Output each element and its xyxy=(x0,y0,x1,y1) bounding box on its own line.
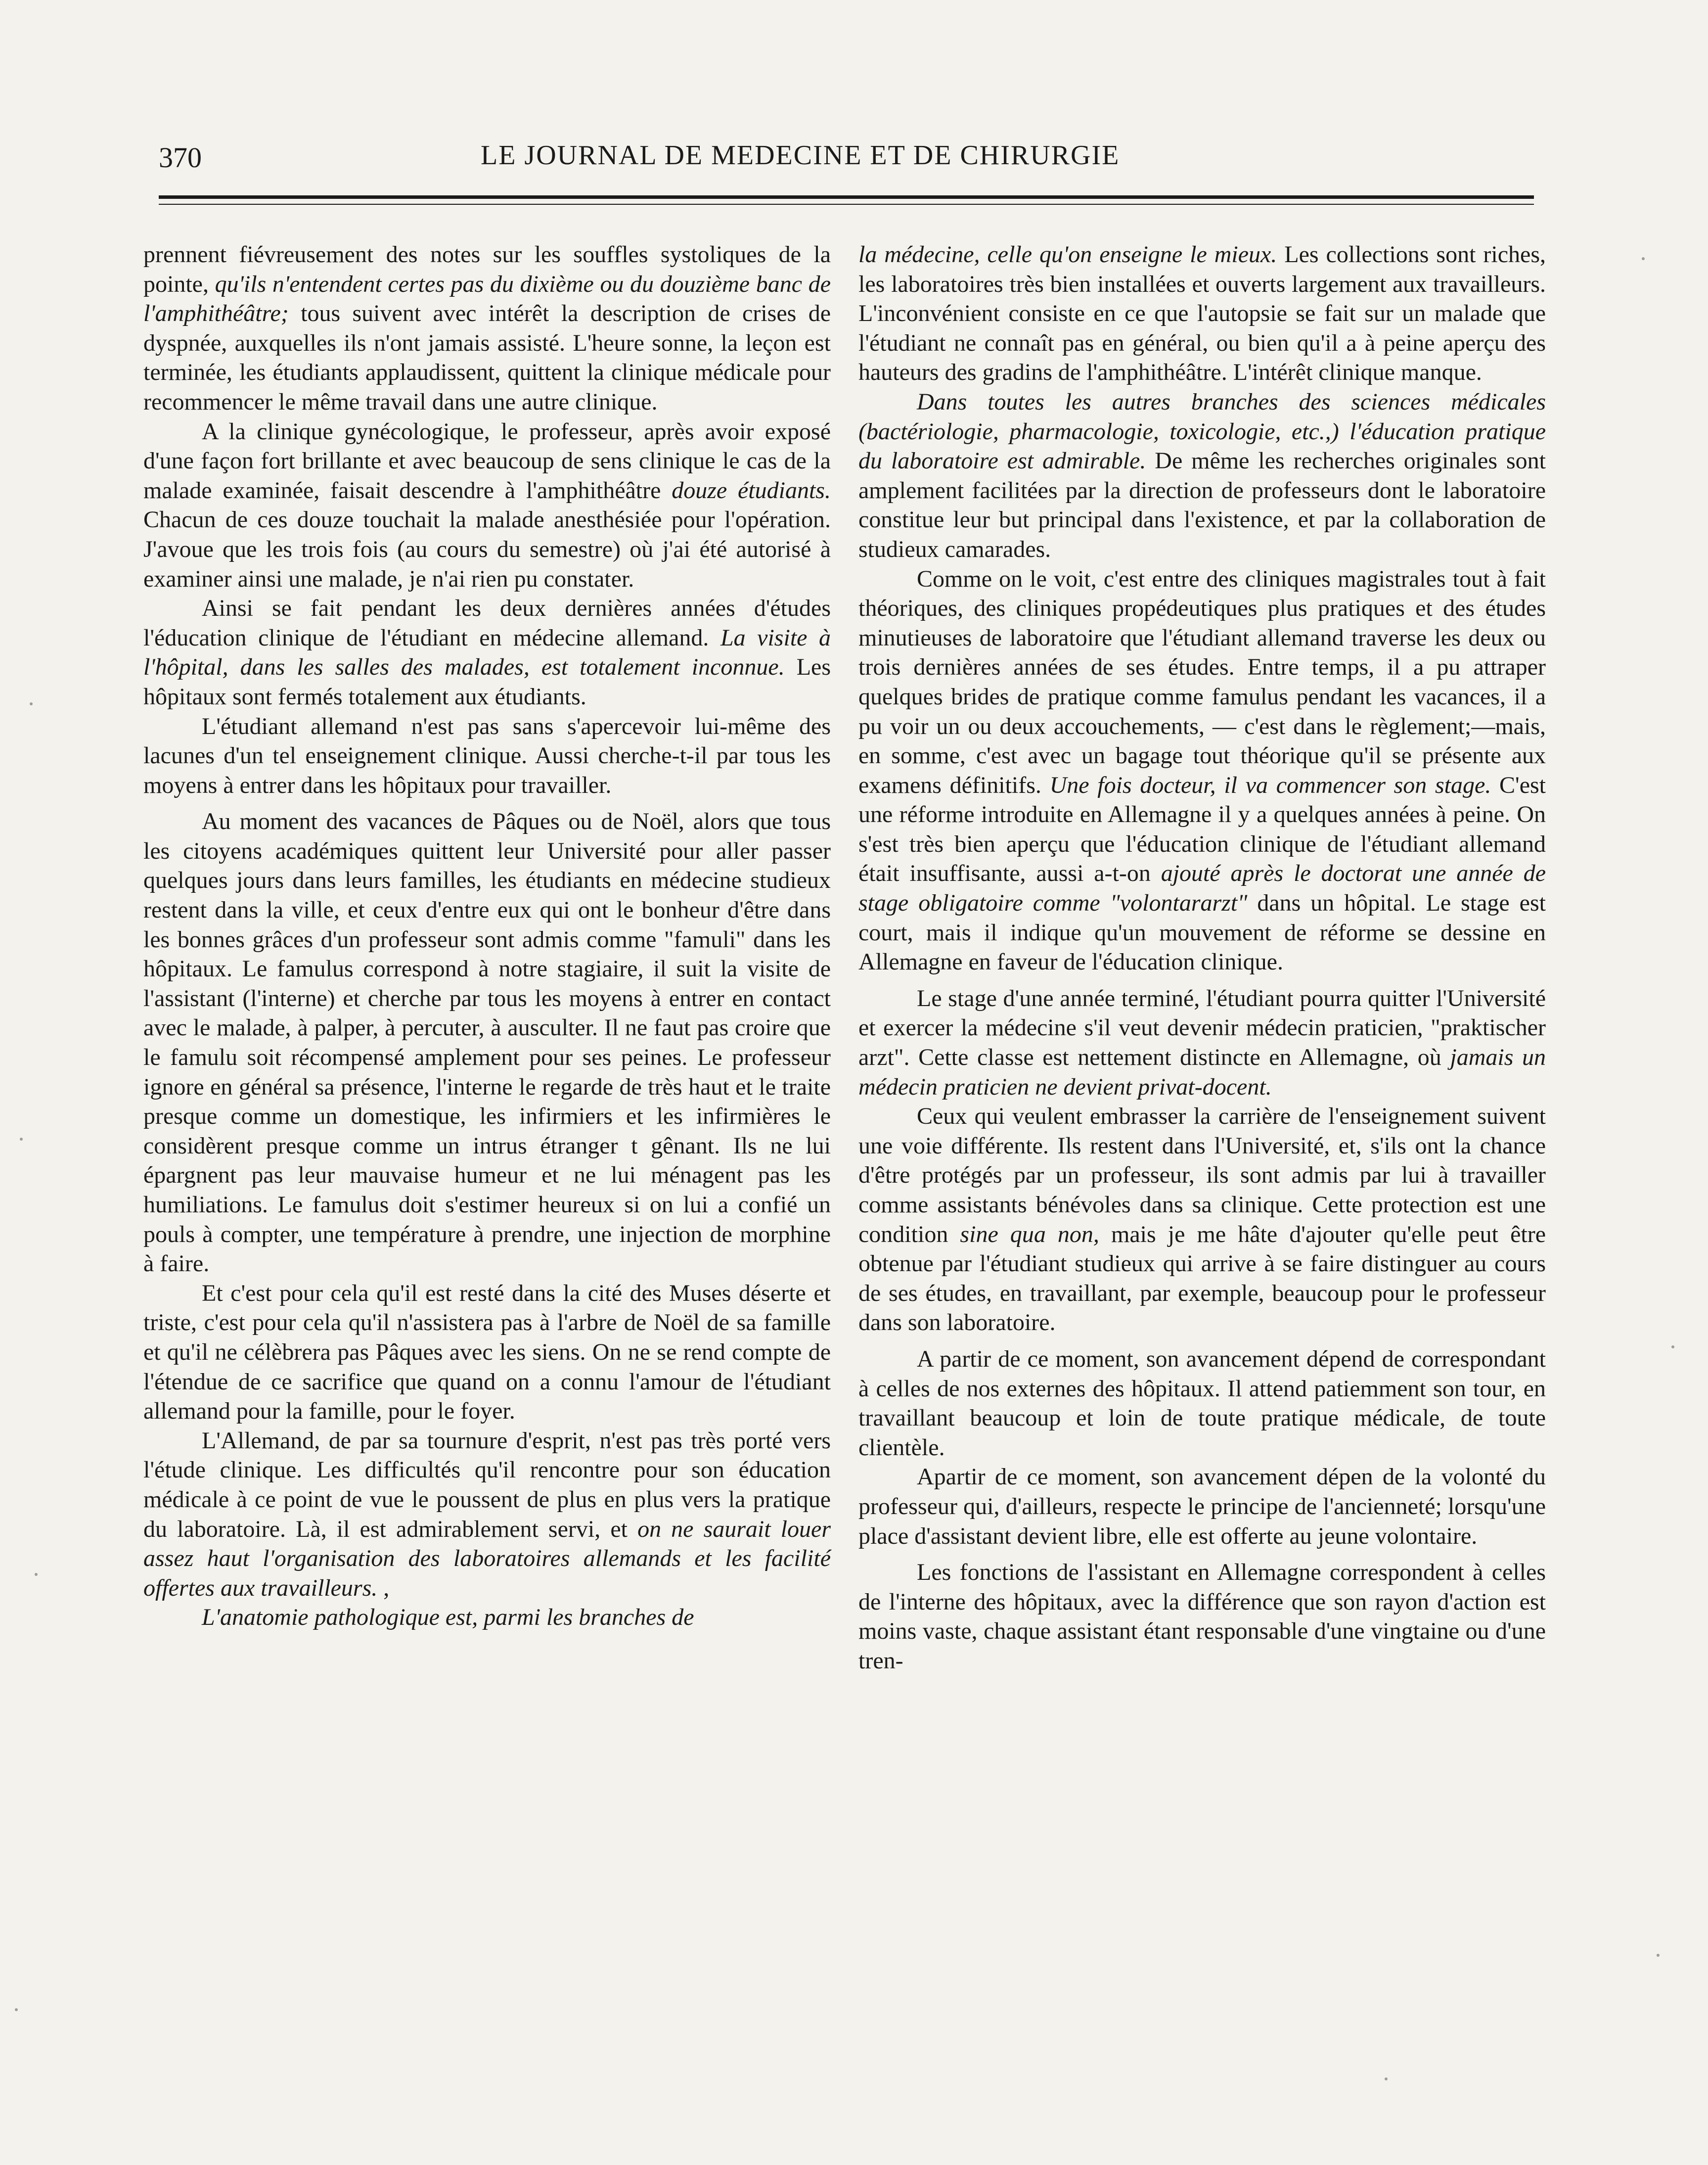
paragraph: Apartir de ce moment, son avancement dépen de la volonté du professeur qui, d'ailleurs, respecte le principe de l'ancienneté; lorsqu'une place d'assistant devient libre, elle est offerte au jeune volontaire. xyxy=(858,1464,1546,1549)
scan-speck xyxy=(20,1138,23,1141)
scan-speck xyxy=(1385,2077,1388,2080)
paragraph: Les fonctions de l'assistant en Allemagne correspondent à celles de l'interne des hôpitaux, avec la différence que son rayon d'action est moins vaste, chaque assistant étant responsable d'une vingtaine ou d'une tren- xyxy=(858,1559,1546,1674)
running-head: LE JOURNAL DE MEDECINE ET DE CHIRURGIE xyxy=(481,140,1120,171)
page-number: 370 xyxy=(159,141,202,174)
scan-speck xyxy=(1671,1345,1674,1348)
scan-speck xyxy=(15,2008,18,2011)
paragraph: Dans toutes les autres branches des sciences médicales (bactériologie, pharmacologie, toxicologie, etc.,) l'éducation pratique du laboratoire est admirable. De même les recherches originales sont amplement facilitées par la direction de professeurs dont le laboratoire constitue leur but principal dans l'existence, et par la collaboration de studieux camarades. xyxy=(858,388,1546,562)
header-rule-thin xyxy=(159,204,1534,205)
paragraph: A la clinique gynécologique, le professeur, après avoir exposé d'une façon fort brillante et avec beaucoup de sens clinique le cas de la malade examinée, faisait descendre à l'amphithéâtre douze étudiants. Chacun de ces douze touchait la malade anesthésiée pour l'opération. J'avoue que les trois fois (au cours du semestre) où j'ai été autorisé à examiner ainsi une malade, je n'ai rien pu constater. xyxy=(143,418,831,592)
scan-speck xyxy=(35,1573,38,1576)
paragraph: L'étudiant allemand n'est pas sans s'apercevoir lui-même des lacunes d'un tel enseignement clinique. Aussi cherche-t-il par tous les moyens à entrer dans les hôpitaux pour travailler. xyxy=(143,713,831,798)
paragraph: Et c'est pour cela qu'il est resté dans la cité des Muses déserte et triste, c'est pour cela qu'il n'assistera pas à l'arbre de Noël de sa famille et qu'il ne célèbrera pas Pâques avec les siens. On ne se rend compte de l'étendue de ce sacrifice que quand on a connu l'amour de l'étudiant allemand pour la famille, pour le foyer. xyxy=(143,1280,831,1425)
scan-speck xyxy=(30,702,33,705)
paragraph: L'Allemand, de par sa tournure d'esprit, n'est pas très porté vers l'étude clinique. Les difficultés qu'il rencontre pour son éducation médicale à ce point de vue le poussent de plus en plus vers la pratique du laboratoire. Là, il est admirablement servi, et on ne saurait louer assez haut l'organisation des laboratoires allemands et les facilité offertes aux travailleurs. , xyxy=(143,1427,831,1601)
paragraph: prennent fiévreusement des notes sur les souffles systoliques de la pointe, qu'ils n'entendent certes pas du dixième ou du douzième banc de l'amphithéâtre; tous suivent avec intérêt la description de crises de dyspnée, auxquelles ils n'ont jamais assisté. L'heure sonne, la leçon est terminée, les étudiants applaudissent, quittent la clinique médicale pour recommencer le même travail dans une autre clinique. xyxy=(143,241,831,415)
paragraph: Comme on le voit, c'est entre des cliniques magistrales tout à fait théoriques, des cliniques propédeutiques plus pratiques et des études minutieuses de laboratoire que l'étudiant allemand traverse les deux ou trois dernières années de ses études. Entre temps, il a pu attraper quelques brides de pratique comme famulus pendant les vacances, il a pu voir un ou deux accouchements, — c'est dans le règlement;—mais, en somme, c'est avec un bagage tout théorique qu'il se présente aux examens définitifs. Une fois docteur, il va commencer son stage. C'est une réforme introduite en Allemagne il y a quelques années à peine. On s'est très bien aperçu que l'éducation clinique de l'étudiant allemand était insuffisante, aussi a-t-on ajouté après le doctorat une année de stage obligatoire comme "volontararzt" dans un hôpital. Le stage est court, mais il indique qu'un mouvement de réforme se dessine en Allemagne en faveur de l'éducation clinique. xyxy=(858,565,1546,975)
paragraph: Ainsi se fait pendant les deux dernières années d'études l'éducation clinique de l'étudiant en médecine allemand. La visite à l'hôpital, dans les salles des malades, est totalement inconnue. Les hôpitaux sont fermés totalement aux étudiants. xyxy=(143,595,831,710)
left-column xyxy=(143,240,831,1632)
paragraph: Au moment des vacances de Pâques ou de Noël, alors que tous les citoyens académiques quittent leur Université pour aller passer quelques jours dans leurs familles, les étudiants en médecine studieux restent dans la ville, et ceux d'entre eux qui ont le bonheur d'être dans les bonnes grâces d'un professeur sont admis comme "famuli" dans les hôpitaux. Le famulus correspond à notre stagiaire, il suit la visite de l'assistant (l'interne) et cherche par tous les moyens à entrer en contact avec le malade, à palper, à percuter, à ausculter. Il ne faut pas croire que le famulu soit récompensé amplement pour ses peines. Le professeur ignore en général sa présence, l'interne le regarde de très haut et le traite presque comme un domestique, les infirmiers et les infirmières le considèrent presque comme un intrus étranger t gênant. Ils ne lui épargnent pas leur mauvaise humeur et ne lui ménagent pas les humiliations. Le famulus doit s'estimer heureux si on lui a confié un pouls à compter, une température à prendre, une injection de morphine à faire. xyxy=(143,808,831,1277)
scan-speck xyxy=(1642,257,1645,260)
scan-speck xyxy=(1657,1954,1660,1957)
paragraph: la médecine, celle qu'on enseigne le mieux. Les collections sont riches, les laboratoires très bien installées et ouverts largement aux travailleurs. L'inconvénient consiste en ce que l'autopsie se fait sur un malade que l'étudiant ne connaît pas en général, ou bien qu'il a à peine aperçu des hauteurs des gradins de l'amphithéâtre. L'intérêt clinique manque. xyxy=(858,241,1546,386)
right-column xyxy=(858,240,1546,1676)
paragraph: Le stage d'une année terminé, l'étudiant pourra quitter l'Université et exercer la médecine s'il veut devenir médecin praticien, "praktischer arzt". Cette classe est nettement distincte en Allemagne, où jamais un médecin praticien ne devient privat-docent. xyxy=(858,985,1546,1100)
paragraph: A partir de ce moment, son avancement dépend de correspondant à celles de nos externes des hôpitaux. Il attend patiemment son tour, en travaillant beaucoup et loin de toute pratique médicale, de toute clientèle. xyxy=(858,1345,1546,1461)
paragraph: L'anatomie pathologique est, parmi les branches de xyxy=(202,1604,694,1631)
paragraph: Ceux qui veulent embrasser la carrière de l'enseignement suivent une voie différente. Ils restent dans l'Université, et, s'ils ont la chance d'être protégés par un professeur, ils sont admis par lui à travailler comme assistants bénévoles dans sa clinique. Cette protection est une condition sine qua non, mais je me hâte d'ajouter qu'elle peut être obtenue par l'étudiant studieux qui arrive à se faire distinguer au cours de ses études, en travaillant, par exemple, beaucoup pour le professeur dans son laboratoire. xyxy=(858,1103,1546,1336)
header-rule-thick xyxy=(159,195,1534,199)
